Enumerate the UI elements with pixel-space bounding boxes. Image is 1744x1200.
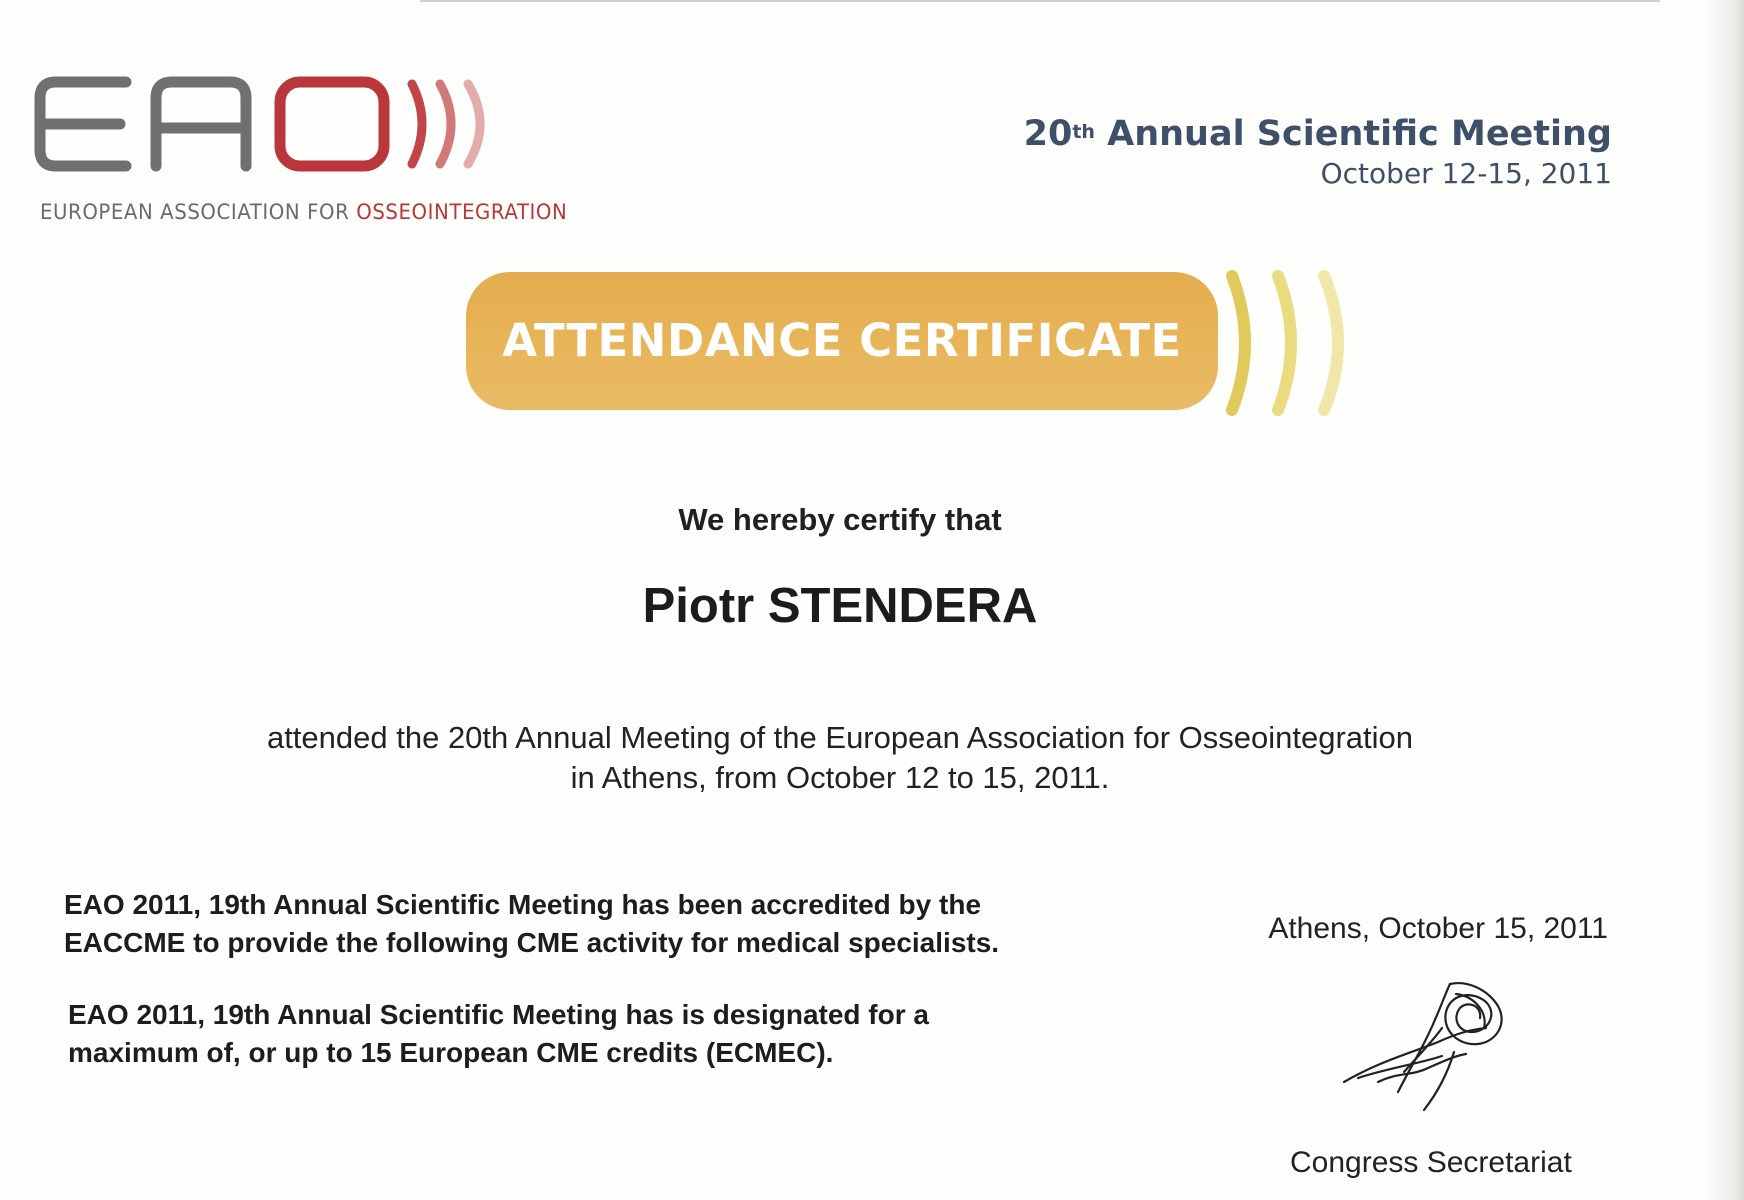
handwritten-signature: [1338, 972, 1518, 1122]
logo-caption: [40, 200, 567, 224]
accreditation-paragraph-1: [64, 886, 999, 962]
scan-edge-shadow: [1704, 0, 1744, 1200]
signer-title: Congress Secretariat: [1290, 1146, 1572, 1179]
eao-logo: [34, 76, 568, 236]
banner-arcs-icon: [1224, 268, 1374, 418]
attendance-banner: [466, 272, 1218, 410]
attendance-statement: [0, 718, 1680, 798]
accreditation-paragraph-2: [68, 996, 929, 1072]
logo-caption-grey: EUROPEAN ASSOCIATION FOR: [40, 200, 357, 224]
attendance-line-2: in Athens, from October 12 to 15, 2011.: [570, 760, 1110, 795]
accreditation-2-line-2: maximum of, or up to 15 European CME credits (ECMEC).: [68, 1037, 834, 1068]
certify-line: We hereby certify that: [678, 502, 1002, 537]
accreditation-2-line-1: EAO 2011, 19th Annual Scientific Meeting has is designated for a: [68, 999, 929, 1030]
meeting-ordinal-number: 20: [1023, 114, 1073, 154]
eao-logo-mark: [34, 76, 564, 196]
accreditation-1-line-1: EAO 2011, 19th Annual Scientific Meeting has been accredited by the: [64, 889, 982, 920]
attendance-line-1: attended the 20th Annual Meeting of the European Association for Osseointegration: [266, 720, 1414, 755]
accreditation-1-line-2: EACCME to provide the following CME activity for medical specialists.: [64, 927, 1000, 958]
meeting-ordinal-suffix: th: [1072, 121, 1095, 143]
meeting-header: [1024, 112, 1612, 192]
top-edge-rule: [420, 0, 1660, 2]
meeting-dates: October 12-15, 2011: [1320, 157, 1612, 190]
place-date: Athens, October 15, 2011: [1268, 912, 1608, 945]
meeting-title-rest: Annual Scientific Meeting: [1094, 114, 1612, 154]
banner-title: ATTENDANCE CERTIFICATE: [502, 314, 1182, 367]
recipient-name: Piotr STENDERA: [642, 579, 1038, 633]
logo-caption-red: OSSEOINTEGRATION: [356, 200, 568, 224]
meeting-title: [1024, 112, 1612, 156]
